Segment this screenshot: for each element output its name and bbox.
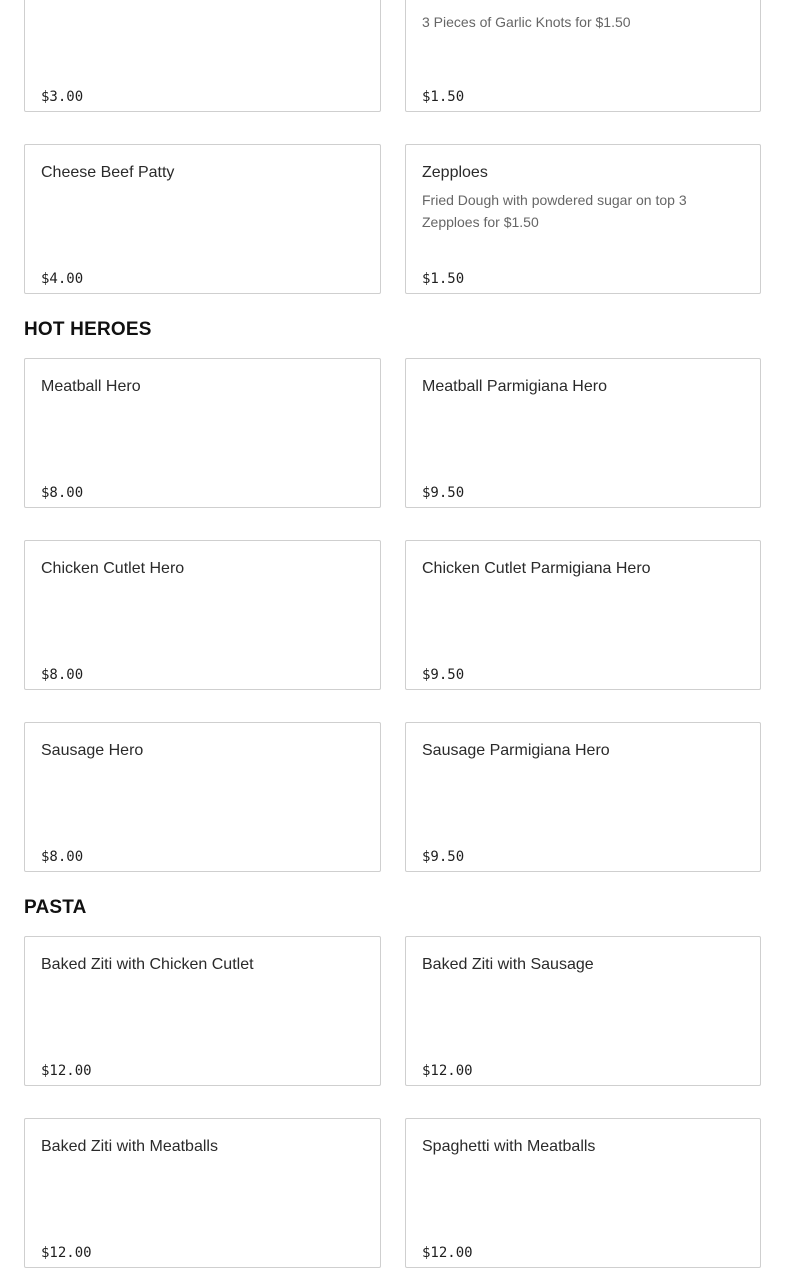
item-name: Sausage Parmigiana Hero xyxy=(422,742,610,759)
item-name: Sausage Hero xyxy=(41,742,144,759)
section-title-hot-heroes: HOT HEROES xyxy=(24,319,152,340)
menu-item-card[interactable] xyxy=(405,1118,761,1268)
item-name: Chicken Cutlet Hero xyxy=(41,560,185,577)
menu-item-card[interactable] xyxy=(24,0,381,112)
menu-item-card[interactable] xyxy=(405,0,761,112)
item-price: $9.50 xyxy=(422,849,465,865)
item-name: Zepploes xyxy=(422,164,488,181)
menu-item-card[interactable] xyxy=(24,540,381,690)
item-description: 3 Pieces of Garlic Knots for $1.50 xyxy=(422,14,631,30)
item-price: $3.00 xyxy=(41,89,84,105)
item-price: $12.00 xyxy=(422,1245,473,1261)
menu-item-card[interactable] xyxy=(24,358,381,508)
menu-item-card[interactable] xyxy=(405,722,761,872)
item-price: $12.00 xyxy=(41,1245,92,1261)
item-price: $8.00 xyxy=(41,849,84,865)
item-description: Fried Dough with powdered sugar on top 3 Zepploes for $1.50 xyxy=(422,192,687,230)
menu-item-card[interactable] xyxy=(24,936,381,1086)
menu-item-card[interactable] xyxy=(405,144,761,294)
item-price: $9.50 xyxy=(422,485,465,501)
item-price: $12.00 xyxy=(422,1063,473,1079)
item-price: $4.00 xyxy=(41,271,84,287)
menu-item-card[interactable] xyxy=(24,144,381,294)
item-name: Baked Ziti with Sausage xyxy=(422,956,594,973)
item-name: Chicken Cutlet Parmigiana Hero xyxy=(422,560,651,577)
item-name: Cheese Beef Patty xyxy=(41,164,175,181)
menu-item-card[interactable] xyxy=(405,936,761,1086)
item-name: Meatball Hero xyxy=(41,378,141,395)
item-price: $1.50 xyxy=(422,89,465,105)
section-title-pasta: PASTA xyxy=(24,897,87,918)
item-name: Meatball Parmigiana Hero xyxy=(422,378,607,395)
item-name: Baked Ziti with Meatballs xyxy=(41,1138,218,1155)
menu-item-card[interactable] xyxy=(405,540,761,690)
menu-item-card[interactable] xyxy=(405,358,761,508)
item-price: $12.00 xyxy=(41,1063,92,1079)
item-name: Spaghetti with Meatballs xyxy=(422,1138,596,1155)
item-price: $1.50 xyxy=(422,271,465,287)
menu-item-card[interactable] xyxy=(24,722,381,872)
item-price: $8.00 xyxy=(41,485,84,501)
item-price: $9.50 xyxy=(422,667,465,683)
item-price: $8.00 xyxy=(41,667,84,683)
menu-item-card[interactable] xyxy=(24,1118,381,1268)
item-name: Baked Ziti with Chicken Cutlet xyxy=(41,956,254,973)
